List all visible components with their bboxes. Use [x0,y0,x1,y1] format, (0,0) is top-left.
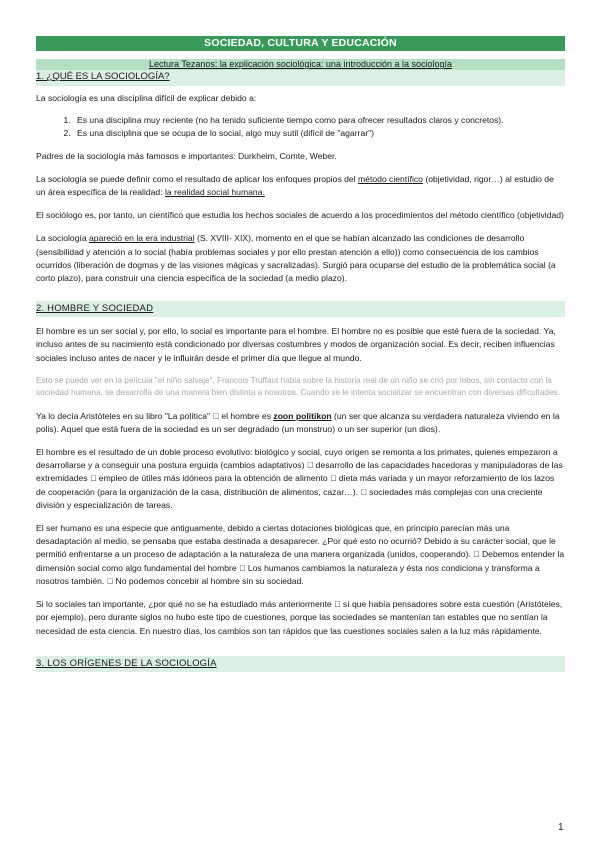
term-realidad-social: la realidad social humana. [165,187,265,198]
s1-paragraph-origin: La sociología apareció en la era industrial (S. XVIII- XIX), momento en el que se habían alcanzado las condiciones de desarrollo (sensibilidad y atención a lo social (había problemas sociales y por ello prestan atención a ello)) como consecuencia de los cambios ocurridos (liberación de dogmas y de las visiones mágicas y sacralizadas). Surgió para ocuparse del estudio de la problemática social (a corto plazo), para construir una ciencia específica de la sociedad (a medio plazo). [36,233,556,284]
s1-list [36,114,565,140]
page-number: 1 [558,822,564,833]
s1-paragraph-fathers: Padres de la sociología más famosos e importantes: Durkheim, Comte, Weber. [36,150,337,161]
section-3-heading: 3. LOS ORÍGENES DE LA SOCIOLOGÍA [36,656,565,672]
document-title: SOCIEDAD, CULTURA Y EDUCACIÓN [36,36,565,51]
s2-paragraph-history: Si lo sociales tan importante, ¿por qué no se ha estudiado más anteriormente sí que había pensadores sobre esta cuestión (Aristóteles, por ejemplo), pero durante siglos no hubo este tipo de cuestiones, porque las sociedades se mantenían tan estables que no sentían la necesidad de esta ciencia. En nuestro días, los cambios son tan rápidos que las cuestiones sociales salen a la luz más rápidamente. [36,599,554,636]
s1-paragraph-sociologist: El sociólogo es, por tanto, un científico que estudia los hechos sociales de acuerdo a los procedimientos del método científico (objetividad) [36,210,564,221]
s2-paragraph-species: El ser humano es una especie que antiguamente, debido a ciertas dotaciones biológicas que, en principio parecían más una desadaptación al medio, se pensaba que estaba destinada a desaparecer. ¿Por qué esto no ocurrió? Debido a su carácter social, que le permitió enfrentarse a un proceso de adaptación a la naturaleza de una manera organizada (unidos, cooperando). Debemos entender la dimensión social como algo fundamental del hombre Los humanos cambiamos la naturaleza y ésta nos condiciona y transforma a nosotros también. No podemos concebir al hombre sin su sociedad. [36,523,556,586]
s1-paragraph-definition: La sociología se puede definir como el resultado de aplicar los enfoques propios del método científico (objetividad, rigor…) al estudio de un área específica de la realidad: la realidad social humana. [36,173,554,198]
s2-paragraph-evolution: El hombre es el resultado de un doble proceso evolutivo: biológico y social, cuyo origen se remonta a los primates, quienes empezaron a desarrollarse y a conseguir una postura erguida (cambios adaptativos) desarrollo de las capacidades hacedoras y manipuladoras de las extremidades empleo de útiles más idóneos para la obtención de alimento dieta más variada y un mayor reforzamiento de los lazos de cooperación (para la organización de la casa, distribución de alimentos, cazar…). sociedades más complejas con una creciente división y especialización de tareas. [36,447,560,510]
s2-paragraph-aristotle: Ya lo decía Aristóteles en su libro "La política" el hombre es zoon politikon (un ser que alcanza su verdadera naturaleza viviendo en la polis). Aquel que está fuera de la sociedad es un ser degradado (un monstruo) o un ser superior (un dios). [36,410,551,434]
section-1-heading: 1. ¿QUÉ ES LA SOCIOLOGÍA? [36,70,565,86]
list-item: 2. Es una disciplina que se ocupa de lo social, algo muy sutil (difícil de "agarrar") [73,127,565,140]
list-item: 1. Es una disciplina muy reciente (no ha tenido suficiente tiempo como para ofrecer resultados claros y concretos). [73,114,565,127]
s2-paragraph-social-being: El hombre es un ser social y, por ello, lo social es importante para el hombre. El hombre no es posible que esté fuera de la sociedad. Ya, incluso antes de su nacimiento está condicionado por diversas costumbres y modos de organización social. Es decir, reciben influencias sociales incluso antes de nacer y le influirán desde el primer día que llegue al mundo. [36,326,556,363]
term-metodo-cientifico: método científico [358,173,423,184]
document-subtitle: Lectura Tezanos: la explicación sociológica: una introducción a la sociología [36,59,565,70]
term-zoon-politikon: zoon politikon [264,410,323,421]
s2-note-film: Esto se puede ver en la película "el niño salvaje", Francois Truffaut habla sobre la historia real de un niño se crió por lobos, sin contacto con la sociedad humana, se desarrolla de una manera bien distinta a nosotros. Cuando se le intenta socializar se encuentran con diversas dificultades. [36,375,560,398]
s1-intro: La sociología es una disciplina difícil de explicar debido a: [36,93,257,103]
section-2-heading: 2. HOMBRE Y SOCIEDAD [36,301,565,317]
document-page [36,36,565,672]
